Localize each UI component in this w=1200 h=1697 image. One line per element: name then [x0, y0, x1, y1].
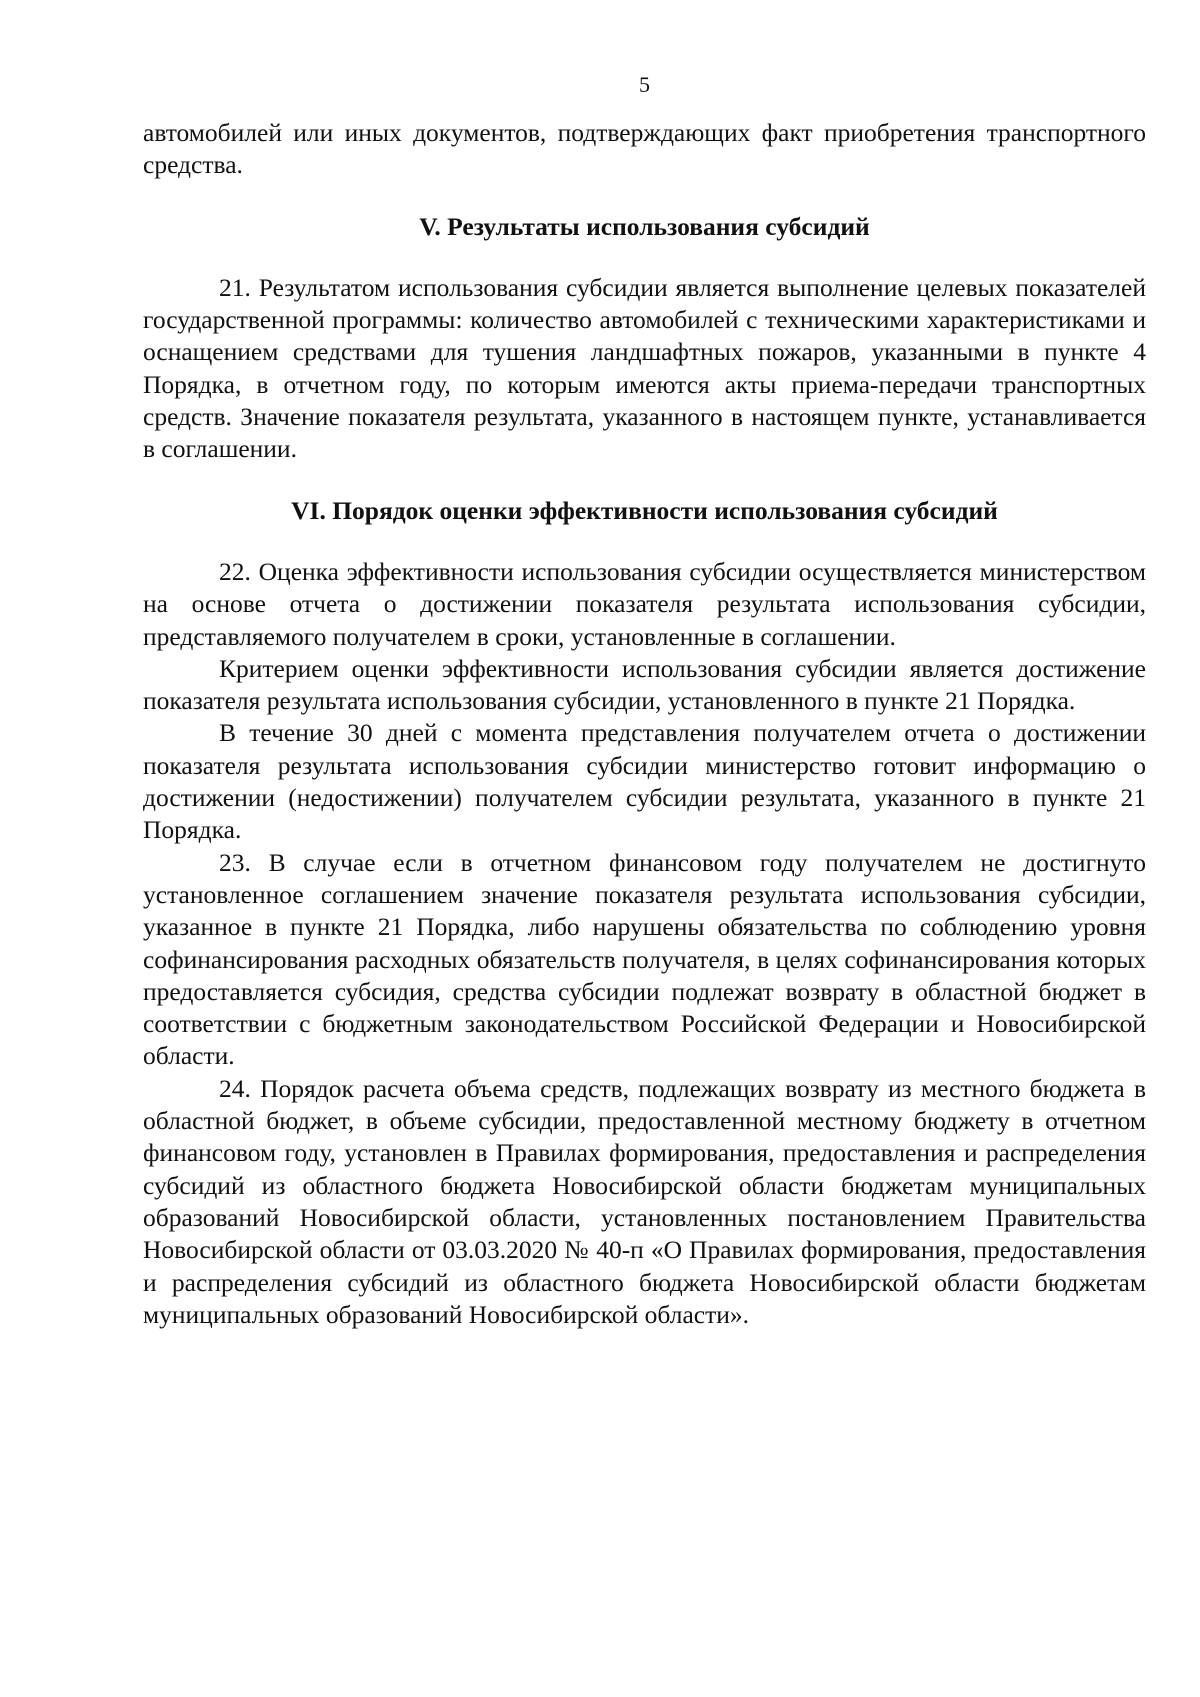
paragraph-24: 24. Порядок расчета объема средств, подлежащих возврату из местного бюджета в областной бюджет, в объеме субсидии, предоставленной местному бюджету в отчетном финансовом году, установлен в Правилах формирования, предоставления и распределения субсидий из областного бюджета Новосибирской области бюджетам муниципальных образований Новосибирской области, установленных постановлением Правительства Новосибирской области от 03.03.2020 № 40-п «О Правилах формирования, предоставления и распределения субсидий из областного бюджета Новосибирской области бюджетам муниципальных образований Новосибирской области».: [143, 1073, 1146, 1329]
page-number: 5: [639, 72, 650, 97]
section-5-heading: V. Результаты использования субсидий: [419, 211, 870, 241]
paragraph-22: 22. Оценка эффективности использования субсидии осуществляется министерством на основе отчета о достижении показателя результата использования субсидии, представляемого получателем в сроки, установленные в соглашении.: [143, 556, 1146, 651]
section-6-heading: VI. Порядок оценки эффективности использования субсидий: [291, 495, 998, 525]
intro-paragraph: автомобилей или иных документов, подтверждающих факт приобретения транспортного средства.: [143, 118, 1146, 180]
paragraph-23: 23. В случае если в отчетном финансовом году получателем не достигнуто установленное соглашением значение показателя результата использования субсидии, указанное в пункте 21 Порядка, либо нарушены обязательства по соблюдению уровня софинансирования расходных обязательств получателя, в целях софинансирования которых предоставляется субсидия, средства субсидии подлежат возврату в областной бюджет в соответствии с бюджетным законодательством Российской Федерации и Новосибирской области.: [143, 847, 1146, 1071]
paragraph-22-criterion: Критерием оценки эффективности использования субсидии является достижение показателя результата использования субсидии, установленного в пункте 21 Порядка.: [143, 653, 1146, 716]
paragraph-21: 21. Результатом использования субсидии является выполнение целевых показателей государственной программы: количество автомобилей с техническими характеристиками и оснащением средствами для тушения ландшафтных пожаров, указанными в пункте 4 Порядка, в отчетном году, по которым имеются акты приема-передачи транспортных средств. Значение показателя результата, указанного в настоящем пункте, устанавливается в соглашении.: [143, 272, 1146, 464]
paragraph-22-deadline: В течение 30 дней с момента представления получателем отчета о достижении показателя результата использования субсидии министерство готовит информацию о достижении (недостижении) получателем субсидии результата, указанного в пункте 21 Порядка.: [143, 718, 1146, 845]
document-body: [143, 117, 1146, 1331]
